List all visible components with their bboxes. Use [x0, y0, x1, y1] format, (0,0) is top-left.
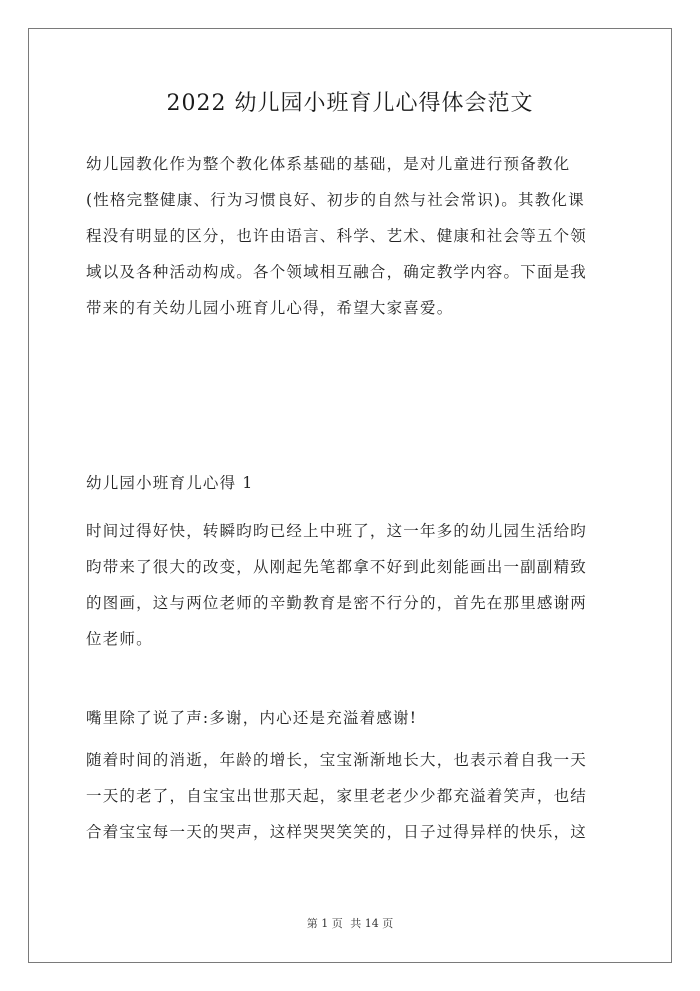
intro-line: 域以及各种活动构成。各个领域相互融合，确定教学内容。下面是我	[86, 263, 588, 281]
page-number: 第 1 页	[306, 917, 343, 930]
paragraph-line: 的图画，这与两位老师的辛勤教育是密不行分的，首先在那里感谢两	[86, 594, 588, 612]
document-title: 2022 幼儿园小班育儿心得体会范文	[166, 91, 534, 116]
page-total: 共 14 页	[350, 917, 394, 930]
section-heading-text: 幼儿园小班育儿心得 1	[86, 474, 254, 492]
paragraph-line: 一天的老了，自宝宝出世那天起，家里老老少少都充溢着笑声，也结	[86, 787, 588, 805]
section-heading	[86, 465, 616, 501]
intro-line: 幼儿园教化作为整个教化体系基础的基础，是对儿童进行预备教化	[86, 155, 571, 173]
paragraph-line: 随着时间的消逝，年龄的增长，宝宝渐渐地长大，也表示着自我一天	[86, 751, 588, 769]
intro-paragraph	[86, 146, 616, 326]
page-footer	[0, 915, 700, 931]
paragraph-line: 嘴里除了说了声:多谢，内心还是充溢着感谢!	[86, 709, 418, 727]
paragraph-line: 昀带来了很大的改变，从刚起先笔都拿不好到此刻能画出一副副精致	[86, 558, 588, 576]
paragraph-line: 位老师。	[86, 630, 153, 648]
paragraph-1	[86, 513, 616, 657]
paragraph-line: 时间过得好快，转瞬昀昀已经上中班了，这一年多的幼儿园生活给昀	[86, 522, 588, 540]
intro-line: (性格完整健康、行为习惯良好、初步的自然与社会常识)。其教化课	[86, 191, 585, 209]
intro-line: 程没有明显的区分，也许由语言、科学、艺术、健康和社会等五个领	[86, 227, 588, 245]
paragraph-line: 合着宝宝每一天的哭声，这样哭哭笑笑的，日子过得异样的快乐，这	[86, 823, 588, 841]
paragraph-2	[86, 700, 616, 736]
paragraph-3	[86, 742, 616, 850]
intro-line: 带来的有关幼儿园小班育儿心得，希望大家喜爱。	[86, 299, 454, 317]
